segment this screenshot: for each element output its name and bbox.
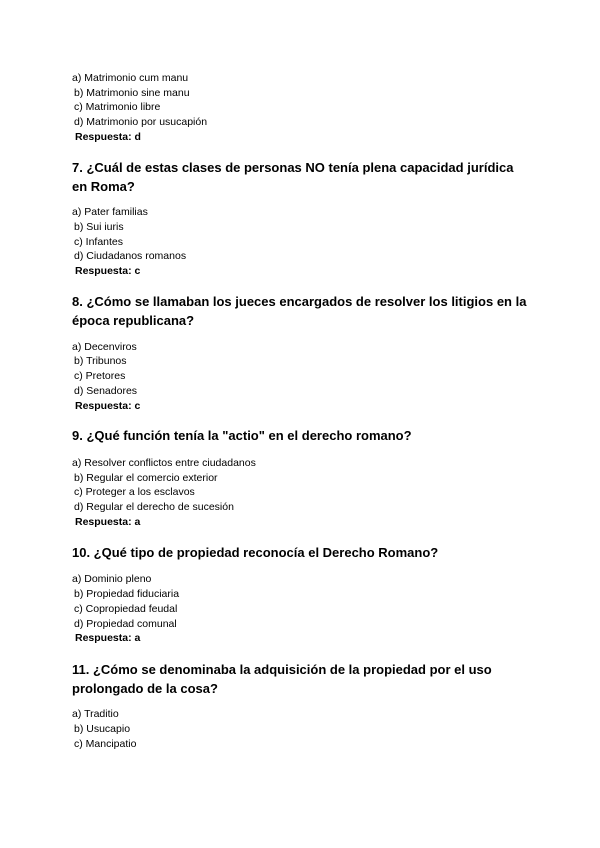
option-7a: a) Pater familias <box>72 206 148 218</box>
option-9a: a) Resolver conflictos entre ciudadanos <box>72 457 256 469</box>
question-7-title: 7. ¿Cuál de estas clases de personas NO tenía plena capacidad jurídica en Roma? <box>72 160 514 194</box>
question-9-title: 9. ¿Qué función tenía la "actio" en el derecho romano? <box>72 428 412 443</box>
option-6c: c) Matrimonio libre <box>74 101 161 113</box>
option-10a: a) Dominio pleno <box>72 573 152 585</box>
option-10c: c) Copropiedad feudal <box>74 603 178 615</box>
option-9d: d) Regular el derecho de sucesión <box>74 501 234 513</box>
option-10b: b) Propiedad fiduciaria <box>74 588 180 600</box>
option-8a: a) Decenviros <box>72 341 137 353</box>
option-6b: b) Matrimonio sine manu <box>74 87 190 99</box>
answer-9: Respuesta: a <box>75 516 141 528</box>
question-10-title: 10. ¿Qué tipo de propiedad reconocía el Derecho Romano? <box>72 545 439 560</box>
answer-8: Respuesta: c <box>75 400 141 412</box>
option-7b: b) Sui iuris <box>74 221 124 233</box>
option-8d: d) Senadores <box>74 385 138 397</box>
option-6d: d) Matrimonio por usucapión <box>74 116 208 128</box>
option-8b: b) Tribunos <box>74 355 127 367</box>
option-9c: c) Proteger a los esclavos <box>74 486 195 498</box>
option-10d: d) Propiedad comunal <box>74 618 177 630</box>
question-8-title: 8. ¿Cómo se llamaban los jueces encargados de resolver los litigios en la época republicana? <box>72 294 527 328</box>
option-11b: b) Usucapio <box>74 723 131 735</box>
option-6a: a) Matrimonio cum manu <box>72 72 189 84</box>
option-8c: c) Pretores <box>74 370 126 382</box>
option-11c: c) Mancipatio <box>74 738 137 750</box>
answer-10: Respuesta: a <box>75 632 141 644</box>
answer-6: Respuesta: d <box>75 131 141 143</box>
option-11a: a) Traditio <box>72 708 119 720</box>
option-7d: d) Ciudadanos romanos <box>74 250 187 262</box>
question-11-title: 11. ¿Cómo se denominaba la adquisición de la propiedad por el uso prolongado de la cosa? <box>72 662 492 696</box>
option-9b: b) Regular el comercio exterior <box>74 472 218 484</box>
option-7c: c) Infantes <box>74 236 124 248</box>
answer-7: Respuesta: c <box>75 265 141 277</box>
